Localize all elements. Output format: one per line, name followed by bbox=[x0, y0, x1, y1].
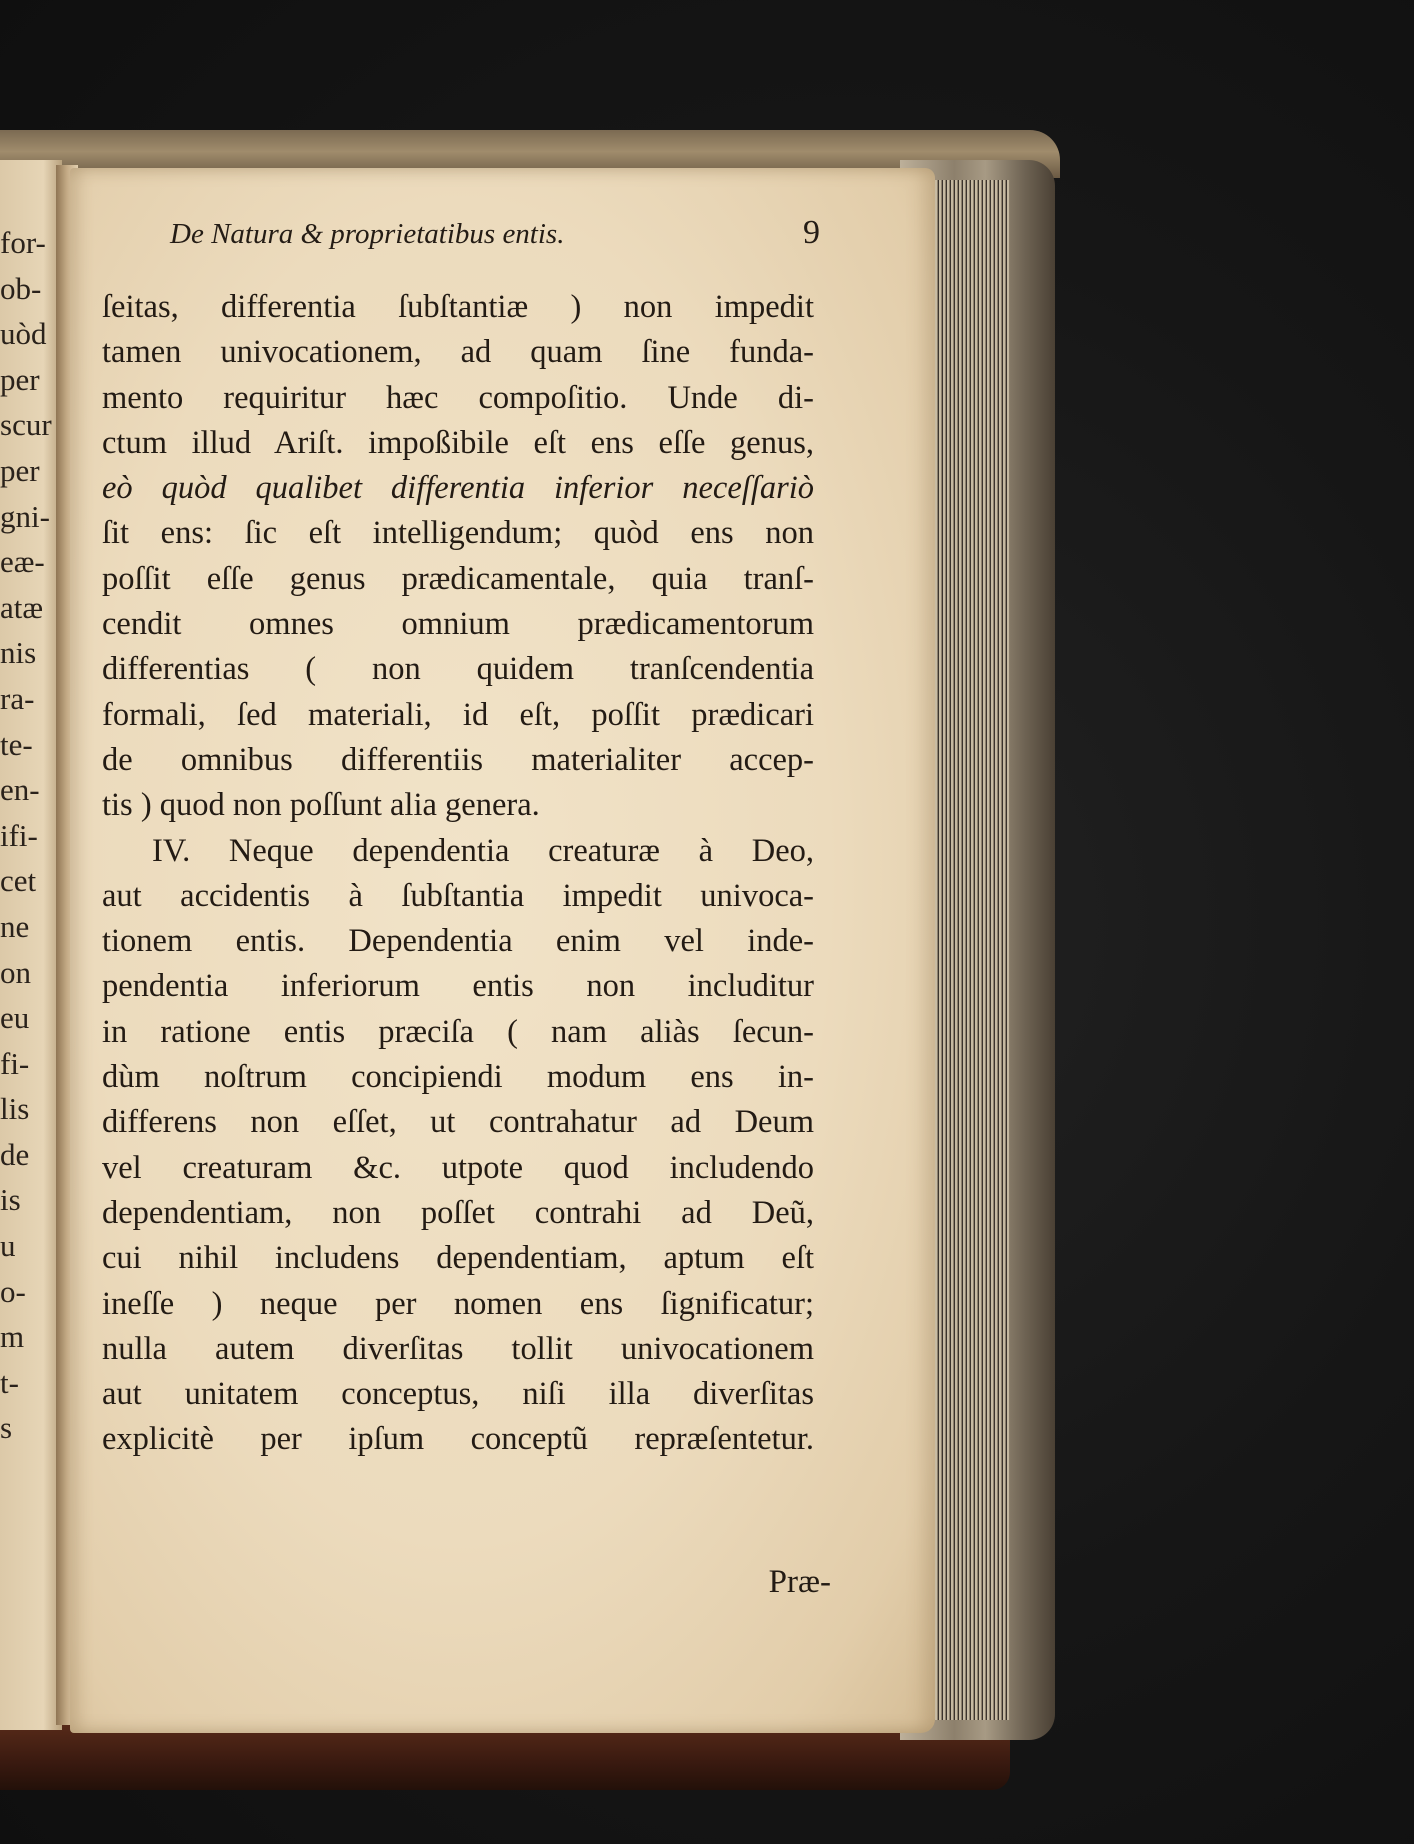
left-fragment: uòd bbox=[0, 316, 47, 352]
text-line: aut accidentis à ſubſtantia impedit univoca- bbox=[102, 877, 814, 914]
left-fragment: ifi- bbox=[0, 817, 38, 853]
text-line: explicitè per ipſum conceptũ repræſentetur. bbox=[102, 1421, 814, 1458]
text-line: tamen univocationem, ad quam ſine funda- bbox=[102, 334, 814, 371]
text-line: dependentiam, non poſſet contrahi ad Deũ, bbox=[102, 1194, 814, 1231]
left-fragment: ra- bbox=[0, 680, 35, 716]
text-line: cui nihil includens dependentiam, aptum eſt bbox=[102, 1240, 814, 1277]
text-line: tis ) quod non poſſunt alia genera. bbox=[102, 787, 540, 824]
left-fragment: m bbox=[0, 1319, 25, 1355]
text-line: differentias ( non quidem tranſcendentia bbox=[102, 651, 814, 688]
left-fragment: te- bbox=[0, 726, 33, 762]
text-line: ſit ens: ſic eſt intelligendum; quòd ens non bbox=[102, 515, 814, 552]
left-fragment: atæ bbox=[0, 589, 44, 625]
text-line: ctum illud Ariſt. impoßibile eſt ens eſſe genus, bbox=[102, 424, 814, 461]
left-fragment: per bbox=[0, 361, 40, 397]
text-line: in ratione entis præciſa ( nam aliàs ſecun- bbox=[102, 1013, 814, 1050]
page-number: 9 bbox=[803, 214, 820, 251]
left-fragment: for- bbox=[0, 225, 46, 260]
left-fragment: t- bbox=[0, 1364, 19, 1400]
text-line: poſſit eſſe genus prædicamentale, quia tranſ- bbox=[102, 560, 814, 597]
text-line: cendit omnes omnium prædicamentorum bbox=[102, 606, 814, 643]
text-line-italic: eò quòd qualibet differentia inferior neceſſariò bbox=[102, 470, 814, 507]
text-line: mento requiritur hæc compoſitio. Unde di- bbox=[102, 379, 814, 416]
text-line: vel creaturam &c. utpote quod includendo bbox=[102, 1149, 814, 1186]
left-page-text bbox=[0, 220, 60, 1451]
text-line: pendentia inferiorum entis non includitur bbox=[102, 968, 814, 1005]
left-fragment: cet bbox=[0, 863, 37, 899]
body-text bbox=[102, 285, 814, 1463]
left-fragment: eu bbox=[0, 1000, 30, 1036]
text-line: ineſſe ) neque per nomen ens ſignificatur; bbox=[102, 1285, 814, 1322]
left-fragment: u bbox=[0, 1228, 16, 1264]
text-line: tionem entis. Dependentia enim vel inde- bbox=[102, 923, 814, 960]
left-fragment: per bbox=[0, 452, 40, 488]
paragraph-start-line: IV. Neque dependentia creaturæ à Deo, bbox=[152, 832, 814, 869]
text-line: nulla autem diverſitas tollit univocationem bbox=[102, 1330, 814, 1367]
text-line: de omnibus differentiis materialiter accep- bbox=[102, 741, 814, 778]
text-line: dùm noſtrum concipiendi modum ens in- bbox=[102, 1059, 814, 1096]
running-head-title: De Natura & proprietatibus entis. bbox=[170, 218, 565, 250]
left-fragment: en- bbox=[0, 772, 40, 808]
left-fragment: nis bbox=[0, 635, 37, 671]
left-fragment: de bbox=[0, 1136, 30, 1172]
left-fragment: on bbox=[0, 954, 31, 990]
catchword: Præ- bbox=[768, 1564, 831, 1600]
text-line: formali, ſed materiali, id eſt, poſſit prædicari bbox=[102, 696, 814, 733]
running-head bbox=[170, 214, 820, 264]
left-fragment: scur bbox=[0, 407, 52, 443]
text-line: aut unitatem conceptus, niſi illa diverſitas bbox=[102, 1376, 814, 1413]
left-fragment: ob- bbox=[0, 270, 42, 306]
left-fragment: o- bbox=[0, 1273, 26, 1309]
left-fragment: s bbox=[0, 1410, 13, 1446]
text-line: differens non eſſet, ut contrahatur ad Deum bbox=[102, 1104, 814, 1141]
left-fragment: eæ- bbox=[0, 544, 45, 580]
left-fragment: fi- bbox=[0, 1045, 30, 1081]
left-fragment: gni- bbox=[0, 498, 50, 534]
text-line: ſeitas, differentia ſubſtantiæ ) non impedit bbox=[102, 289, 814, 325]
left-fragment: ne bbox=[0, 908, 30, 944]
left-fragment: lis bbox=[0, 1091, 30, 1127]
left-fragment: is bbox=[0, 1182, 21, 1218]
